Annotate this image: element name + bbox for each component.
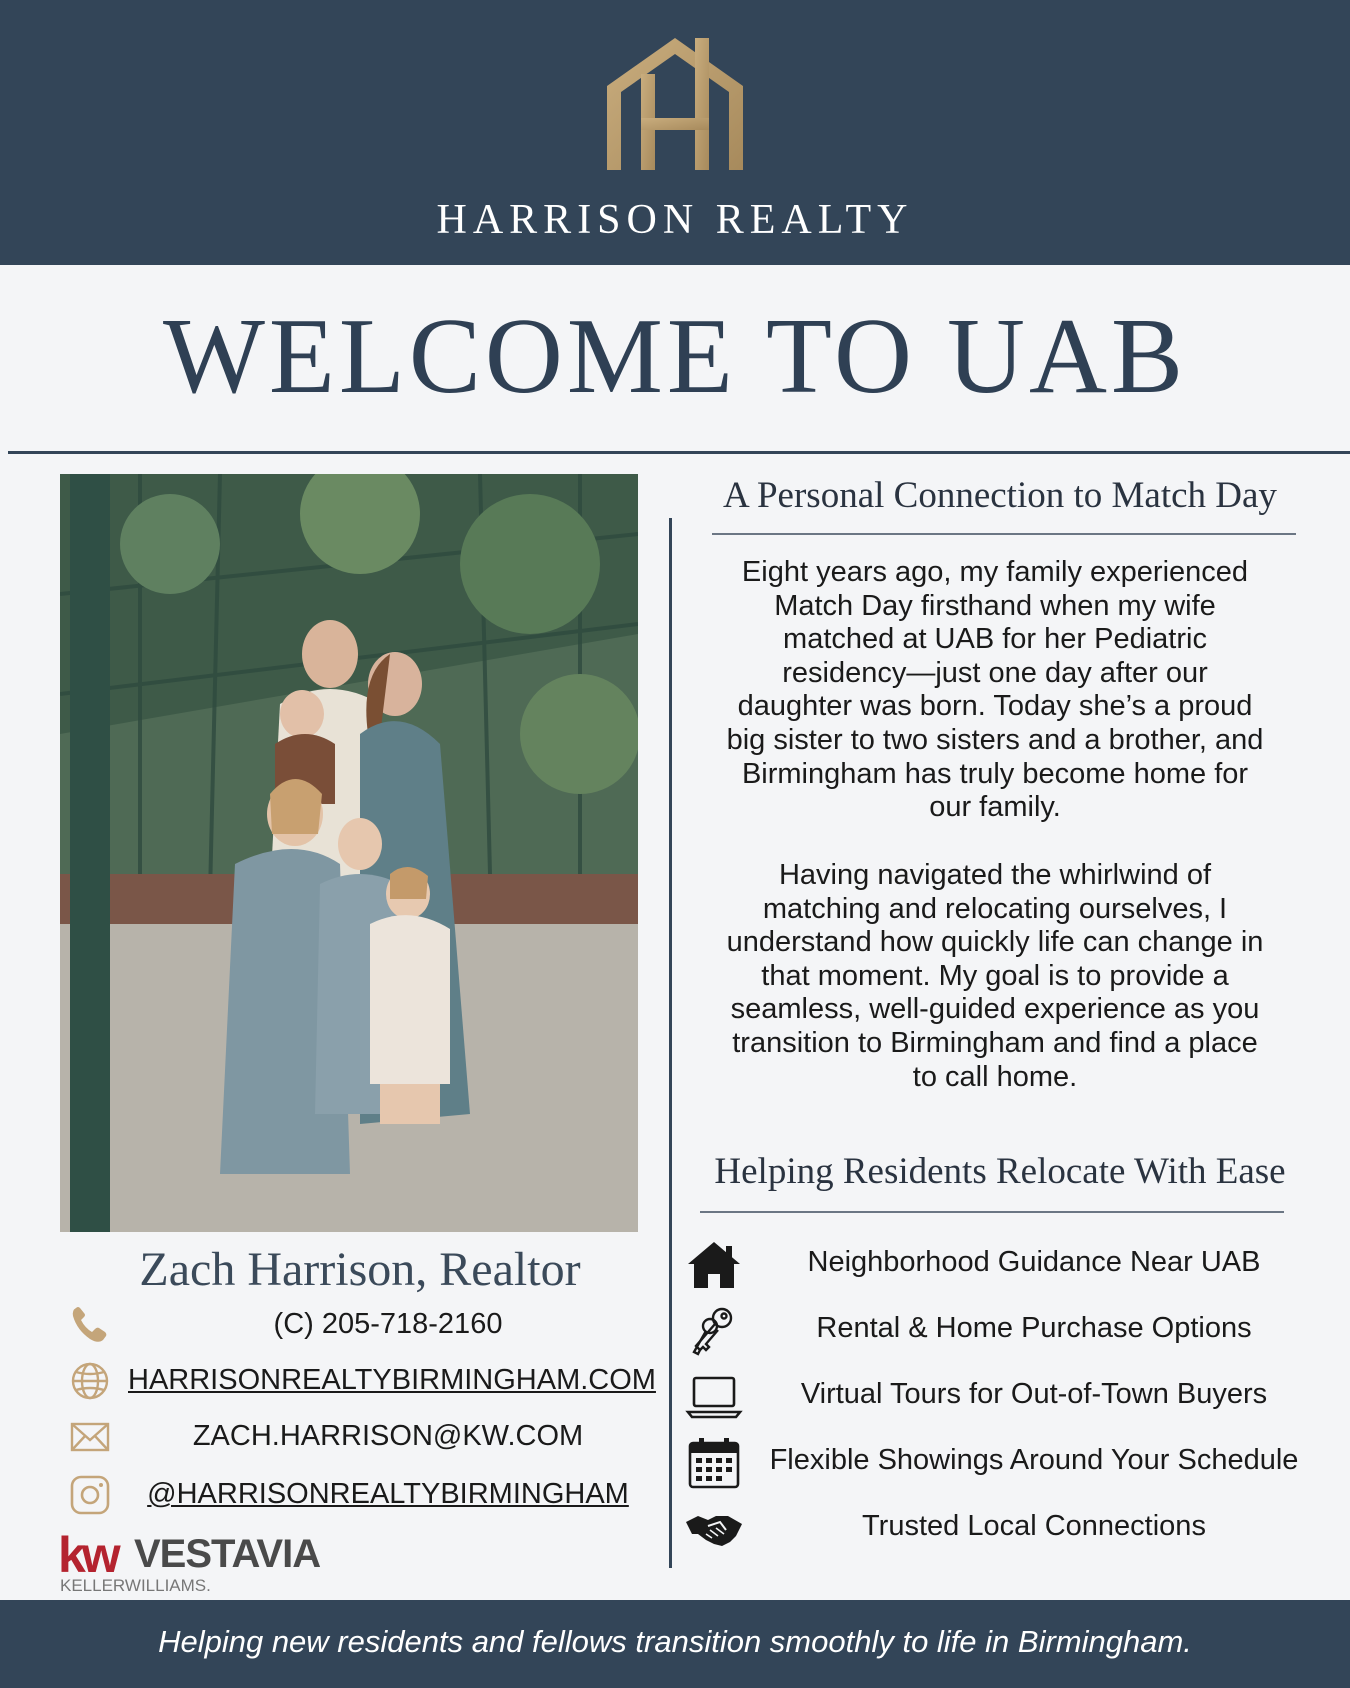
instagram-icon <box>68 1474 112 1516</box>
story-line: daughter was born. Today she’s a proud <box>737 690 1253 723</box>
story-line: Match Day firsthand when my wife <box>774 589 1216 622</box>
story-line: big sister to two sisters and a brother, and <box>726 723 1264 756</box>
story-line: matched at UAB for her Pediatric <box>783 623 1207 656</box>
story-line: seamless, well-guided experience as you <box>730 993 1260 1026</box>
agent-name: Zach Harrison, Realtor <box>139 1243 581 1296</box>
phone-number[interactable]: (C) 205-718-2160 <box>273 1308 503 1340</box>
service-label: Virtual Tours for Out-of-Town Buyers <box>800 1378 1268 1410</box>
calendar-icon <box>684 1436 744 1490</box>
story-heading-rule <box>712 533 1296 535</box>
service-item <box>684 1432 1314 1492</box>
story-line: Eight years ago, my family experienced <box>741 556 1249 588</box>
instagram-handle[interactable]: @HARRISONREALTYBIRMINGHAM <box>147 1478 629 1510</box>
kw-letters: kw <box>58 1527 117 1583</box>
kw-office-name: VESTAVIA <box>134 1532 321 1576</box>
column-divider <box>669 518 672 1568</box>
title-divider <box>8 451 1350 454</box>
globe-icon <box>68 1360 112 1402</box>
keller-williams-logo <box>58 1526 321 1596</box>
story-line: Birmingham has truly become home for <box>741 757 1249 790</box>
story-line: Having navigated the whirlwind of <box>778 859 1212 891</box>
service-label: Trusted Local Connections <box>862 1510 1206 1542</box>
story-heading: A Personal Connection to Match Day <box>723 475 1277 516</box>
website-link[interactable]: HARRISONREALTYBIRMINGHAM.COM <box>128 1364 656 1396</box>
email-contact[interactable] <box>68 1414 648 1460</box>
house-h-logo-icon <box>603 34 747 174</box>
page-title: WELCOME TO UAB <box>163 297 1187 416</box>
story-paragraph-1 <box>690 556 1300 825</box>
service-label: Flexible Showings Around Your Schedule <box>769 1444 1299 1476</box>
story-line: understand how quickly life can change in <box>726 926 1264 959</box>
story-line: that moment. My goal is to provide a <box>761 959 1229 992</box>
keys-icon <box>684 1304 744 1358</box>
story-line: residency—just one day after our <box>782 656 1208 689</box>
footer-banner <box>0 1600 1350 1688</box>
phone-contact[interactable] <box>68 1302 648 1348</box>
website-contact[interactable] <box>68 1358 656 1404</box>
story-line: transition to Birmingham and find a place <box>732 1026 1258 1059</box>
house-icon <box>684 1238 744 1292</box>
kw-company-name: KELLERWILLIAMS. <box>60 1576 211 1595</box>
story-line: to call home. <box>912 1060 1078 1093</box>
service-item <box>684 1300 1314 1360</box>
service-item <box>684 1498 1314 1558</box>
service-label: Rental & Home Purchase Options <box>816 1312 1252 1344</box>
story-line: matching and relocating ourselves, I <box>762 892 1228 925</box>
brand-name: HARRISON REALTY <box>436 197 914 243</box>
services-heading: Helping Residents Relocate With Ease <box>714 1151 1286 1192</box>
instagram-contact[interactable] <box>68 1472 648 1518</box>
service-item <box>684 1366 1314 1426</box>
family-photo <box>60 474 638 1232</box>
service-label: Neighborhood Guidance Near UAB <box>807 1246 1261 1278</box>
mail-icon <box>68 1416 112 1458</box>
email-address[interactable]: ZACH.HARRISON@KW.COM <box>192 1420 584 1452</box>
story-paragraph-2 <box>690 859 1300 1094</box>
laptop-icon <box>684 1370 744 1424</box>
story-line: our family. <box>929 791 1061 824</box>
handshake-icon <box>684 1502 744 1556</box>
footer-tagline: Helping new residents and fellows transition smoothly to life in Birmingham. <box>158 1624 1192 1659</box>
service-item <box>684 1234 1314 1294</box>
services-heading-rule <box>700 1211 1284 1213</box>
header-banner <box>0 0 1350 265</box>
phone-icon <box>68 1304 112 1346</box>
